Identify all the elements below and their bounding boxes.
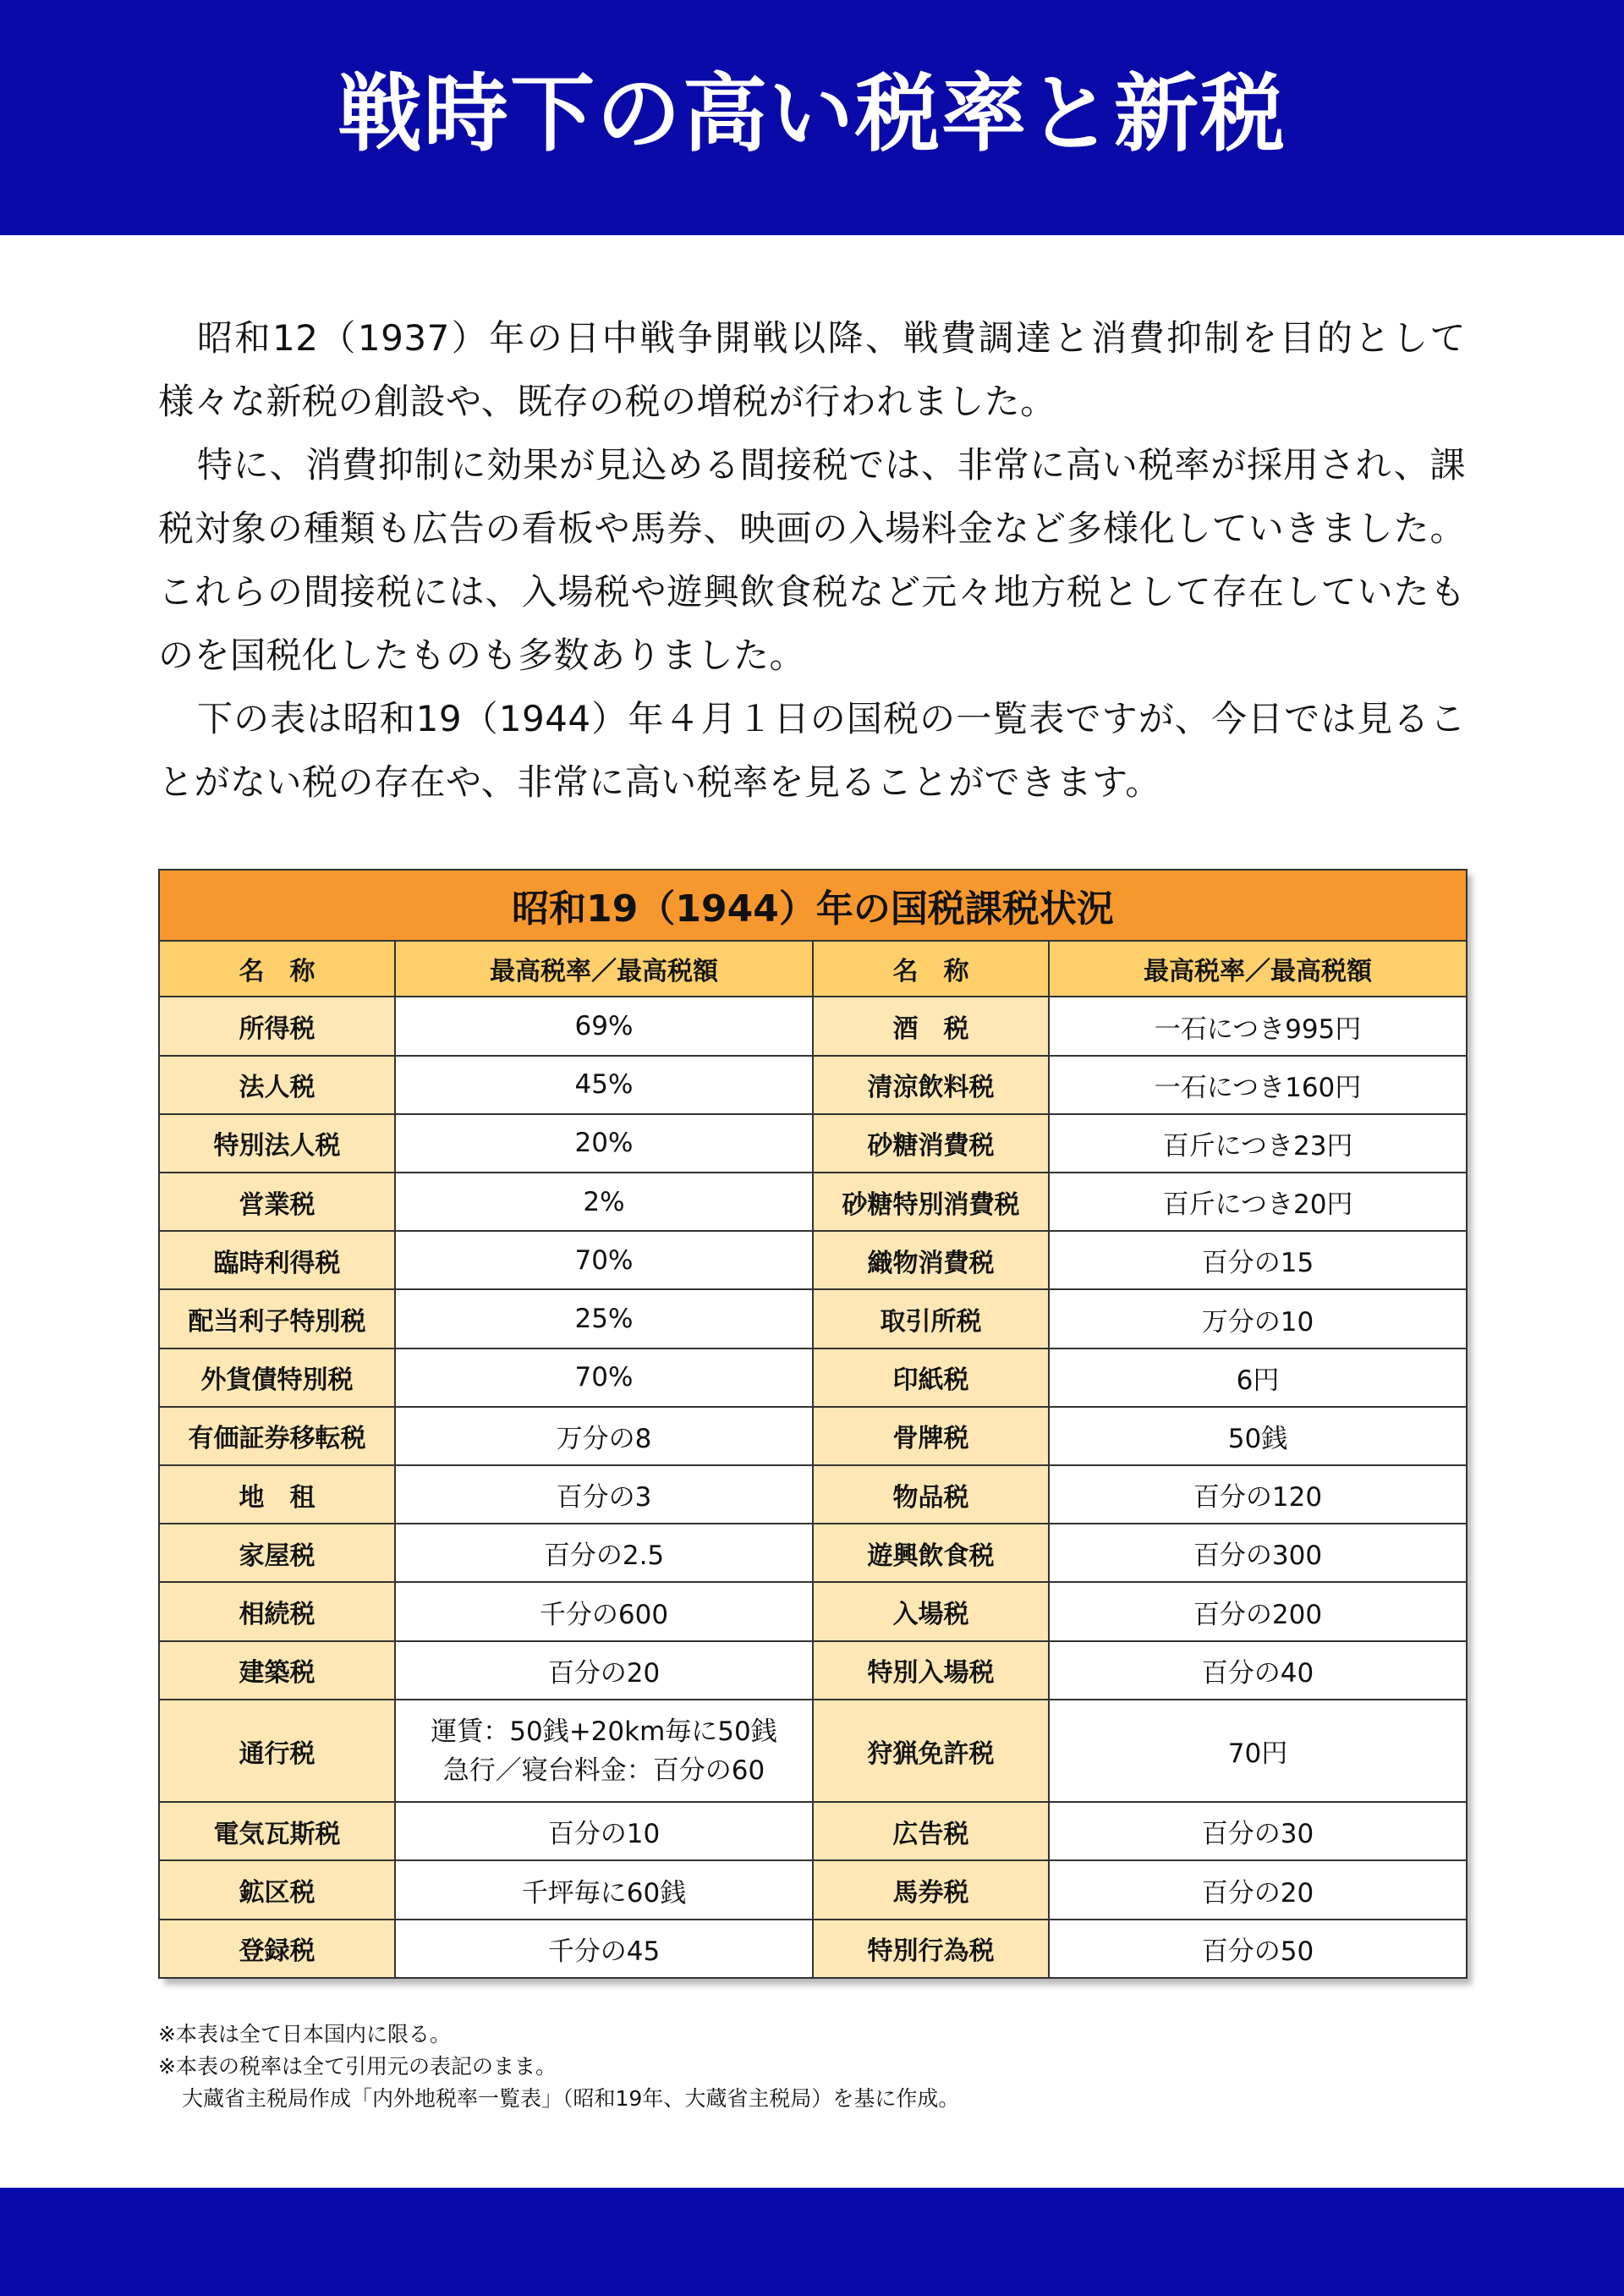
tax-rate-cell: 70% (395, 1348, 813, 1407)
tax-name-cell: 電気瓦斯税 (159, 1802, 395, 1860)
tax-rate-cell: 70% (395, 1231, 813, 1289)
tax-name-cell: 取引所税 (813, 1289, 1049, 1348)
header-name-right: 名 称 (813, 941, 1049, 997)
page-title: 戦時下の高い税率と新税 (337, 64, 1287, 163)
tax-name-cell: 建築税 (159, 1641, 395, 1700)
tax-table (158, 869, 1468, 1979)
tax-name-cell: 清涼飲料税 (813, 1056, 1049, 1114)
tax-rate-cell: 一石につき995円 (1049, 997, 1467, 1055)
tax-rate-cell: 50銭 (1049, 1407, 1467, 1465)
tax-name-cell: 特別法人税 (159, 1114, 395, 1173)
table-row (159, 1348, 1467, 1407)
tax-rate-cell: 百分の2.5 (395, 1524, 813, 1582)
tax-name-cell: 酒 税 (813, 997, 1049, 1055)
tax-name-cell: 砂糖特別消費税 (813, 1173, 1049, 1231)
tax-name-cell: 所得税 (159, 997, 395, 1055)
intro-paragraph-1: 昭和12（1937）年の日中戦争開戦以降、戦費調達と消費抑制を目的として様々な新税の創設や、既存の税の増税が行われました。 (158, 317, 1466, 422)
tax-rate-cell: 一石につき160円 (1049, 1056, 1467, 1114)
tax-name-cell: 登録税 (159, 1920, 395, 1978)
table-row (159, 1802, 1467, 1860)
tax-rate-cell: 万分の8 (395, 1407, 813, 1465)
header-rate-right: 最高税率／最高税額 (1049, 941, 1467, 997)
table-row (159, 1289, 1467, 1348)
tax-name-cell: 印紙税 (813, 1348, 1049, 1407)
table-row (159, 1407, 1467, 1465)
source-note: 大蔵省主税局作成「内外地税率一覧表」（昭和19年、大蔵省主税局）を基に作成。 (182, 2086, 960, 2111)
title-banner (0, 0, 1624, 235)
tax-table-container (158, 869, 1466, 1979)
tax-rate-cell (395, 1700, 813, 1802)
table-row (159, 1231, 1467, 1289)
tax-name-cell: 通行税 (159, 1700, 395, 1802)
table-row (159, 1173, 1467, 1231)
tax-rate-cell: 万分の10 (1049, 1289, 1467, 1348)
tax-name-cell: 広告税 (813, 1802, 1049, 1860)
header-name-left: 名 称 (159, 941, 395, 997)
tax-rate-line: 運賃：50銭+20km毎に50銭 (431, 1716, 777, 1747)
tax-rate-cell: 百分の120 (1049, 1465, 1467, 1524)
tax-rate-cell: 20% (395, 1114, 813, 1173)
table-row (159, 1700, 1467, 1802)
table-row (159, 1114, 1467, 1173)
tax-rate-cell: 百分の200 (1049, 1582, 1467, 1640)
table-row (159, 1056, 1467, 1114)
tax-rate-cell: 45% (395, 1056, 813, 1114)
footnote-1: ※本表は全て日本国内に限る。 (158, 2022, 451, 2046)
tax-rate-cell: 千坪毎に60銭 (395, 1860, 813, 1919)
tax-rate-cell: 百分の15 (1049, 1231, 1467, 1289)
tax-rate-cell: 70円 (1049, 1700, 1467, 1802)
intro-paragraph-3: 下の表は昭和19（1944）年４月１日の国税の一覧表ですが、今日では見ることがない税の存在や、非常に高い税率を見ることができます。 (158, 698, 1466, 803)
footnotes (158, 2019, 1466, 2115)
tax-name-cell: 臨時利得税 (159, 1231, 395, 1289)
tax-name-cell: 地 租 (159, 1465, 395, 1524)
tax-rate-cell: 百分の300 (1049, 1524, 1467, 1582)
tax-name-cell: 法人税 (159, 1056, 395, 1114)
bottom-banner (0, 2188, 1624, 2296)
tax-rate-cell: 千分の600 (395, 1582, 813, 1640)
tax-name-cell: 入場税 (813, 1582, 1049, 1640)
tax-rate-cell: 25% (395, 1289, 813, 1348)
table-row (159, 1524, 1467, 1582)
tax-rate-cell: 6円 (1049, 1348, 1467, 1407)
header-rate-left: 最高税率／最高税額 (395, 941, 813, 997)
tax-rate-cell: 百分の10 (395, 1802, 813, 1860)
tax-rate-cell: 百分の50 (1049, 1920, 1467, 1978)
tax-name-cell: 織物消費税 (813, 1231, 1049, 1289)
tax-name-cell: 有価証券移転税 (159, 1407, 395, 1465)
tax-name-cell: 外貨債特別税 (159, 1348, 395, 1407)
tax-rate-cell: 2% (395, 1173, 813, 1231)
intro-paragraph-2: 特に、消費抑制に効果が見込める間接税では、非常に高い税率が採用され、課税対象の種類も広告の看板や馬券、映画の入場料金など多様化していきました。これらの間接税には、入場税や遊興飲食税など元々地方税として存在していたものを国税化したものも多数ありました。 (158, 444, 1466, 676)
tax-name-cell: 鉱区税 (159, 1860, 395, 1919)
tax-name-cell: 相続税 (159, 1582, 395, 1640)
tax-name-cell: 営業税 (159, 1173, 395, 1231)
tax-rate-cell: 百斤につき23円 (1049, 1114, 1467, 1173)
tax-rate-cell: 百分の20 (1049, 1860, 1467, 1919)
table-row (159, 997, 1467, 1055)
tax-rate-cell: 百分の40 (1049, 1641, 1467, 1700)
tax-rate-cell: 百分の30 (1049, 1802, 1467, 1860)
tax-name-cell: 砂糖消費税 (813, 1114, 1049, 1173)
table-caption: 昭和19（1944）年の国税課税状況 (159, 870, 1467, 941)
tax-rate-cell: 千分の45 (395, 1920, 813, 1978)
tax-name-cell: 馬券税 (813, 1860, 1049, 1919)
tax-rate-line: 急行／寝台料金：百分の60 (442, 1755, 765, 1786)
tax-name-cell: 骨牌税 (813, 1407, 1049, 1465)
tax-name-cell: 特別入場税 (813, 1641, 1049, 1700)
tax-name-cell: 特別行為税 (813, 1920, 1049, 1978)
tax-name-cell: 物品税 (813, 1465, 1049, 1524)
table-row (159, 1465, 1467, 1524)
tax-rate-cell: 百斤につき20円 (1049, 1173, 1467, 1231)
table-row (159, 1641, 1467, 1700)
tax-name-cell: 家屋税 (159, 1524, 395, 1582)
tax-rate-cell: 百分の3 (395, 1465, 813, 1524)
intro-text (158, 306, 1466, 814)
tax-name-cell: 遊興飲食税 (813, 1524, 1049, 1582)
tax-rate-cell: 69% (395, 997, 813, 1055)
table-row (159, 1582, 1467, 1640)
tax-name-cell: 配当利子特別税 (159, 1289, 395, 1348)
tax-name-cell: 狩猟免許税 (813, 1700, 1049, 1802)
table-row (159, 1860, 1467, 1919)
tax-rate-cell: 百分の20 (395, 1641, 813, 1700)
table-row (159, 1920, 1467, 1978)
footnote-2: ※本表の税率は全て引用元の表記のまま。 (158, 2054, 557, 2079)
